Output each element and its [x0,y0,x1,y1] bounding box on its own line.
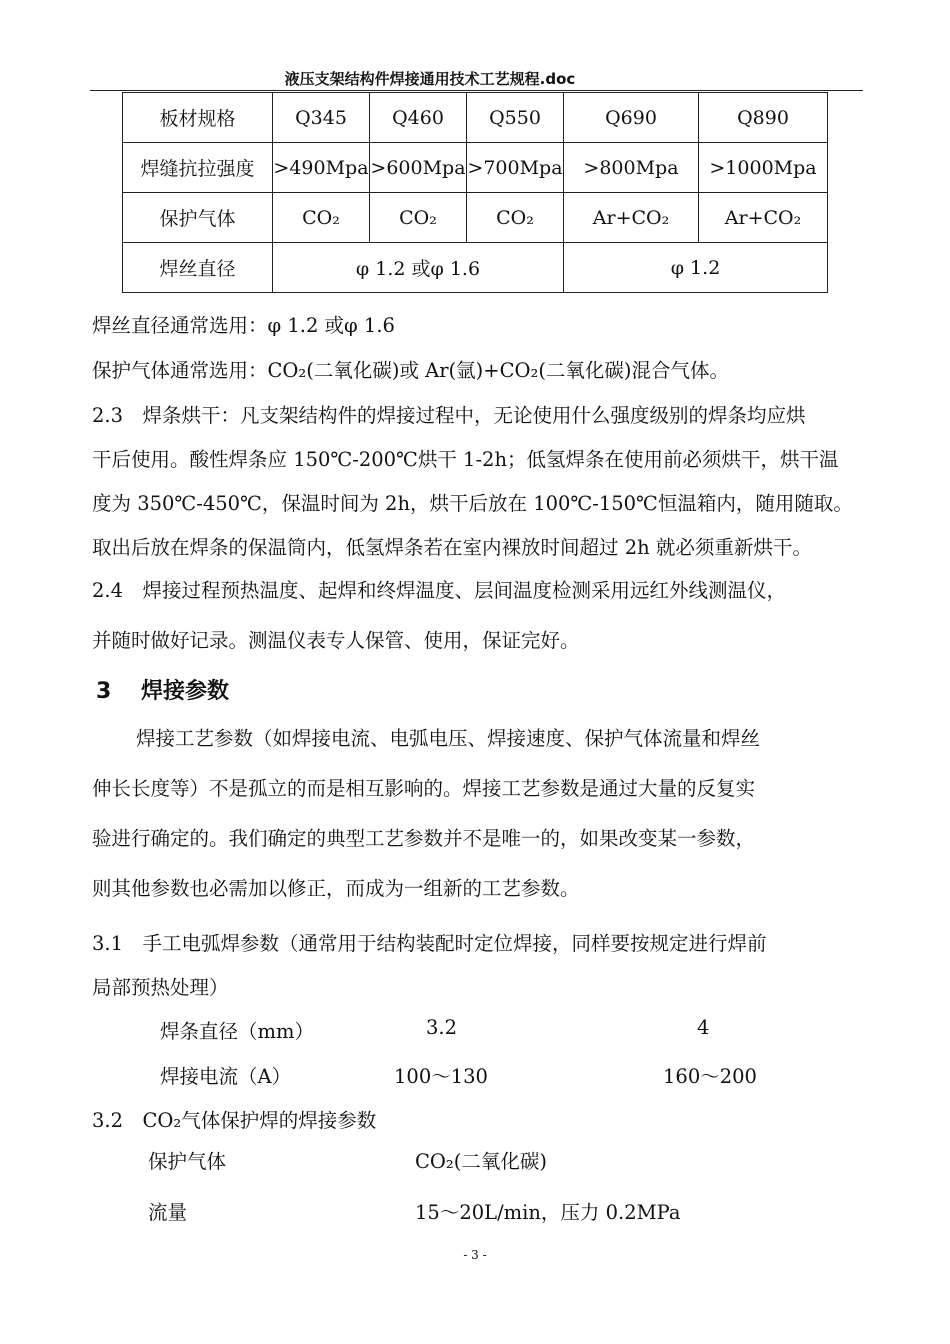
table-cell: Ar+CO₂ [564,193,699,243]
document-header-title: 液压支架结构件焊接通用技术工艺规程.doc [284,70,576,88]
table-row-label: 焊缝抗拉强度 [123,143,273,193]
welding-current-label: 焊接电流（A） [160,1065,292,1088]
table-row-label: 保护气体 [123,193,273,243]
flow-value: 15～20L/min，压力 0.2MPa [415,1201,681,1224]
paragraph-line: 并随时做好记录。测温仪表专人保管、使用，保证完好。 [92,629,580,652]
table-cell: Q690 [564,93,699,143]
table-row [123,143,828,193]
shield-gas-value: CO₂(二氧化碳) [415,1150,547,1173]
paragraph-line: 3.1 手工电弧焊参数（通常用于结构装配时定位焊接，同样要按规定进行焊前 [92,932,767,955]
table-row [123,243,828,293]
paragraph-line: 验进行确定的。我们确定的典型工艺参数并不是唯一的，如果改变某一参数， [92,827,756,850]
table-cell: CO₂ [273,193,370,243]
table-cell: CO₂ [370,193,467,243]
paragraph-line: 则其他参数也必需加以修正，而成为一组新的工艺参数。 [92,877,580,900]
table-cell: Ar+CO₂ [699,193,828,243]
table-cell: >800Mpa [564,143,699,193]
paragraph-line: 局部预热处理） [92,976,229,999]
material-spec-table [122,92,828,293]
paragraph-line: 焊接工艺参数（如焊接电流、电弧电压、焊接速度、保护气体流量和焊丝 [136,727,761,750]
paragraph-line: 3.2 CO₂气体保护焊的焊接参数 [92,1109,377,1132]
table-cell: >490Mpa [273,143,370,193]
header-rule [90,90,863,91]
table-row-label: 板材规格 [123,93,273,143]
table-cell: Q345 [273,93,370,143]
table-row [123,93,828,143]
table-cell: φ 1.2 [564,243,828,293]
table-row [123,193,828,243]
page-number: - 3 - [463,1248,487,1262]
table-row-label: 焊丝直径 [123,243,273,293]
welding-current-value: 160～200 [663,1065,757,1088]
paragraph-line: 伸长长度等）不是孤立的而是相互影响的。焊接工艺参数是通过大量的反复实 [92,777,756,800]
table-cell: Q460 [370,93,467,143]
table-cell: φ 1.2 或φ 1.6 [273,243,564,293]
welding-current-value: 100～130 [394,1065,488,1088]
paragraph-line: 取出后放在焊条的保温筒内，低氢焊条若在室内裸放时间超过 2h 就必须重新烘干。 [92,536,812,559]
rod-diameter-label: 焊条直径（mm） [160,1020,314,1043]
paragraph-line: 2.4 焊接过程预热温度、起焊和终焊温度、层间温度检测采用远红外线测温仪， [92,579,787,602]
table-cell: CO₂ [467,193,564,243]
table-cell: >1000Mpa [699,143,828,193]
table-cell: >600Mpa [370,143,467,193]
table-cell: >700Mpa [467,143,564,193]
section-heading: 3 焊接参数 [96,679,229,704]
shield-gas-label: 保护气体 [148,1150,227,1173]
paragraph-line: 干后使用。酸性焊条应 150℃-200℃烘干 1-2h；低氢焊条在使用前必须烘干，烘干温 [92,448,839,471]
paragraph-shield-gas: 保护气体通常选用：CO₂(二氧化碳)或 Ar(氩)+CO₂(二氧化碳)混合气体。 [92,359,730,382]
table-cell: Q550 [467,93,564,143]
paragraph-line: 度为 350℃-450℃，保温时间为 2h，烘干后放在 100℃-150℃恒温箱内，随用随取。 [92,492,853,515]
table-cell: Q890 [699,93,828,143]
flow-label: 流量 [148,1201,188,1224]
paragraph-wire-diameter: 焊丝直径通常选用：φ 1.2 或φ 1.6 [92,314,395,337]
paragraph-line: 2.3 焊条烘干：凡支架结构件的焊接过程中，无论使用什么强度级别的焊条均应烘 [92,404,806,427]
rod-diameter-value: 4 [697,1016,710,1039]
rod-diameter-value: 3.2 [426,1016,458,1039]
